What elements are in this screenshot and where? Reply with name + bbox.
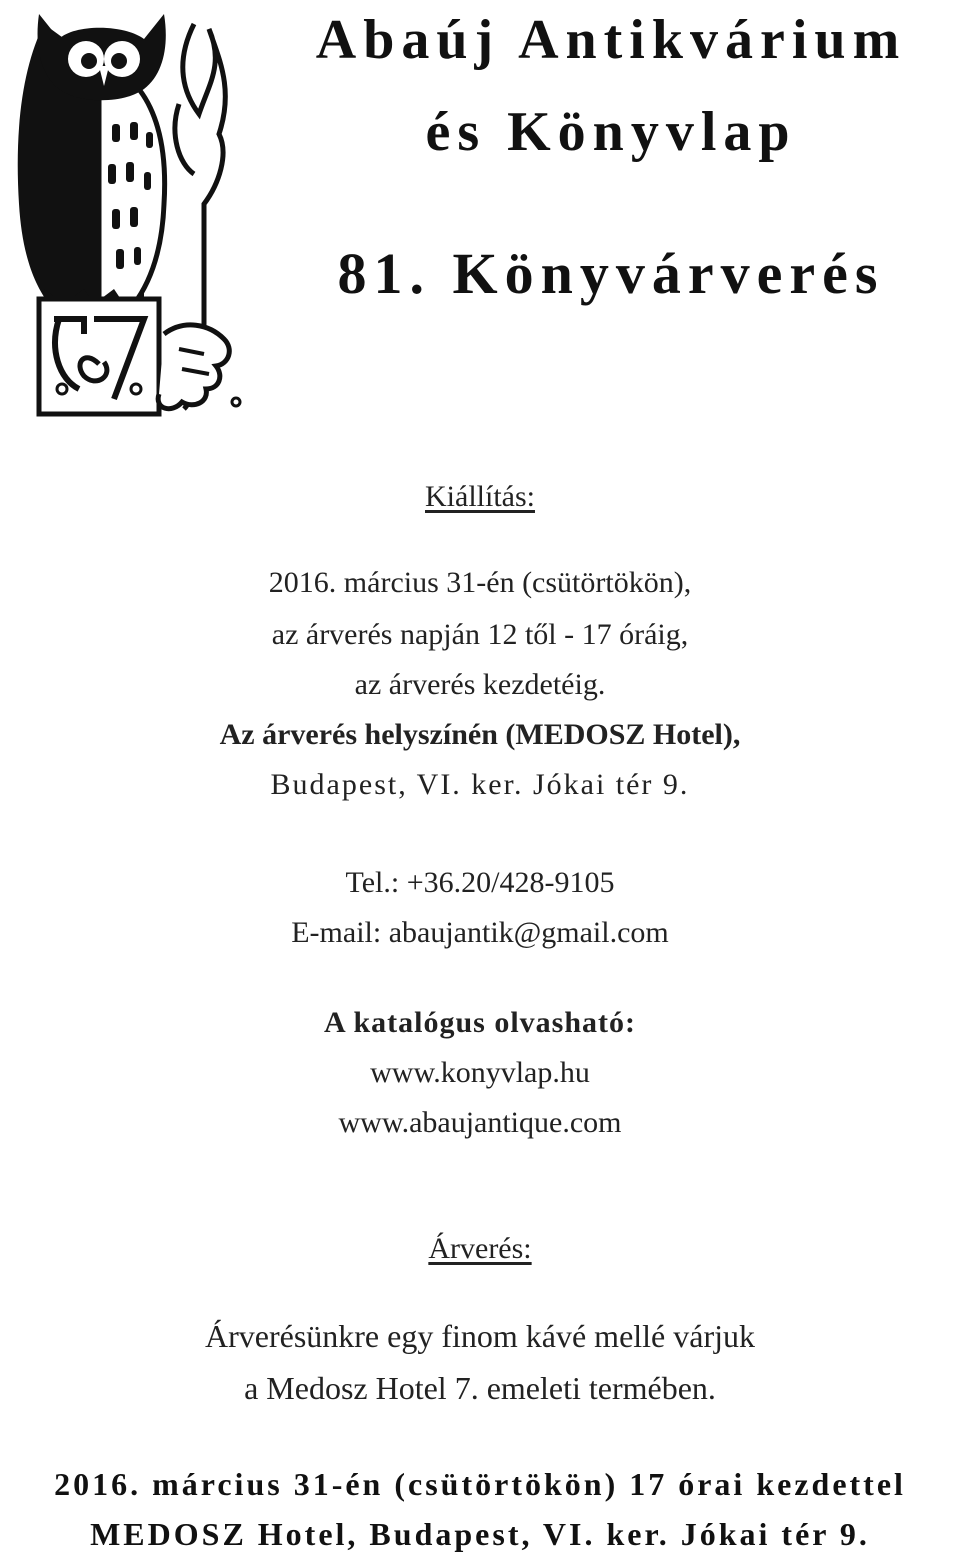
catalog-url-abaujantique[interactable]: www.abaujantique.com	[338, 1106, 622, 1139]
exhibition-hours: az árverés napján 12 től - 17 óráig,	[271, 618, 689, 651]
exhibition-address: Budapest, VI. ker. Jókai tér 9.	[270, 768, 690, 801]
exhibition-date: 2016. március 31-én (csütörtökön),	[268, 566, 692, 599]
company-name-line1: Abaúj Antikvárium	[315, 9, 907, 71]
exhibition-until: az árverés kezdetéig.	[354, 668, 606, 701]
auction-venue-address: MEDOSZ Hotel, Budapest, VI. ker. Jókai tér 9.	[90, 1516, 870, 1552]
exhibition-heading: Kiállítás:	[425, 480, 535, 513]
email-address: E-mail: abaujantik@gmail.com	[291, 916, 669, 949]
auction-start-time: 2016. március 31-én (csütörtökön) 17 órai kezdettel	[54, 1466, 906, 1502]
catalog-url-konyvlap[interactable]: www.konyvlap.hu	[370, 1056, 590, 1089]
company-name-line2: és Könyvlap	[425, 101, 797, 163]
auction-invitation-line2: a Medosz Hotel 7. emeleti termében.	[244, 1370, 716, 1406]
catalog-heading: A katalógus olvasható:	[323, 1006, 637, 1039]
phone-number: Tel.: +36.20/428-9105	[345, 866, 615, 899]
auction-title: 81. Könyvárverés	[337, 241, 885, 306]
auction-heading: Árverés:	[428, 1232, 532, 1265]
auction-invitation-line1: Árverésünkre egy finom kávé mellé várjuk	[204, 1318, 755, 1354]
owl-logo-icon	[4, 4, 254, 424]
exhibition-venue: Az árverés helyszínén (MEDOSZ Hotel),	[219, 718, 741, 751]
